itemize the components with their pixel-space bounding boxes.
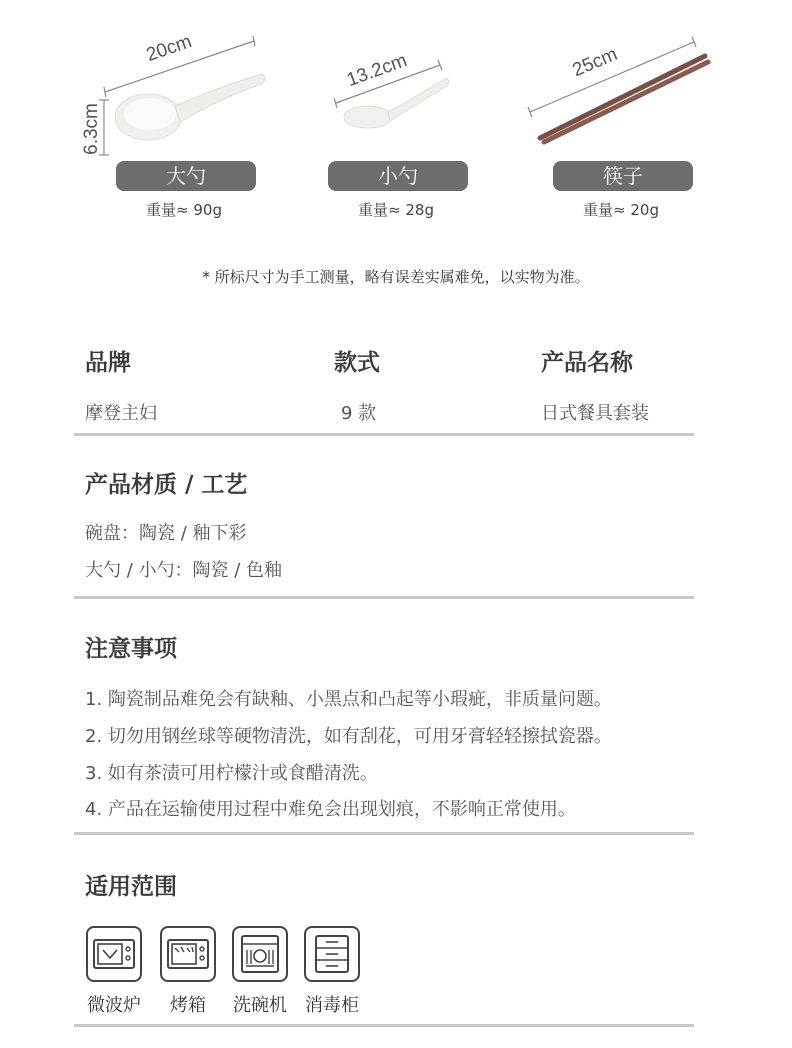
- big-spoon-weight: 重量≈ 90g: [146, 201, 222, 219]
- notice-title: 注意事项: [85, 636, 177, 662]
- notice-item: 1. 陶瓷制品难免会有缺釉、小黑点和凸起等小瑕疵，非质量问题。: [85, 689, 612, 710]
- spec-value-brand: 摩登主妇: [85, 403, 157, 424]
- spec-header-product-name: 产品名称: [541, 350, 633, 376]
- spec-value-product-name: 日式餐具套装: [541, 403, 649, 424]
- big-spoon-image: [115, 74, 265, 140]
- usage-label-dishwasher: 洗碗机: [233, 995, 287, 1016]
- material-line: 碗盘：陶瓷 / 釉下彩: [85, 523, 247, 544]
- small-spoon-weight: 重量≈ 28g: [358, 201, 434, 219]
- material-title: 产品材质 / 工艺: [85, 472, 248, 498]
- notice-item: 2. 切勿用钢丝球等硬物清洗，如有刮花，可用牙膏轻轻擦拭瓷器。: [85, 726, 612, 747]
- microwave-icon: [86, 926, 142, 982]
- big-spoon-width: 6.3cm: [80, 103, 102, 155]
- spec-header-brand: 品牌: [85, 350, 131, 376]
- usage-label-sterilizer: 消毒柜: [305, 995, 359, 1016]
- utensil-illustration: [0, 0, 792, 160]
- sterilizer-cabinet-icon: [304, 926, 360, 982]
- big-spoon-length: 20cm: [143, 31, 195, 67]
- chopsticks-name-badge: 筷子: [553, 161, 693, 191]
- material-line: 大勺 / 小勺：陶瓷 / 色釉: [85, 560, 283, 581]
- measurement-note: * 所标尺寸为手工测量，略有误差实属难免，以实物为准。: [202, 268, 590, 286]
- spec-header-style: 款式: [334, 350, 380, 376]
- divider: [74, 596, 694, 599]
- usage-title: 适用范围: [85, 874, 177, 900]
- notice-item: 4. 产品在运输使用过程中难免会出现划痕，不影响正常使用。: [85, 799, 576, 820]
- big-spoon-name-badge: 大勺: [116, 161, 256, 191]
- divider: [74, 1024, 694, 1027]
- oven-icon: [160, 926, 216, 982]
- chopsticks-image: [540, 56, 708, 142]
- chopsticks-weight: 重量≈ 20g: [583, 201, 659, 219]
- divider: [74, 832, 694, 835]
- spec-value-style: 9 款: [341, 403, 377, 424]
- chopsticks-length: 25cm: [569, 43, 621, 82]
- divider: [74, 433, 694, 436]
- notice-item: 3. 如有茶渍可用柠檬汁或食醋清洗。: [85, 763, 378, 784]
- small-spoon-name-badge: 小勺: [328, 161, 468, 191]
- small-spoon-length: 13.2cm: [344, 50, 410, 92]
- dishwasher-icon: [232, 926, 288, 982]
- usage-label-oven: 烤箱: [170, 995, 206, 1016]
- usage-label-microwave: 微波炉: [87, 995, 141, 1016]
